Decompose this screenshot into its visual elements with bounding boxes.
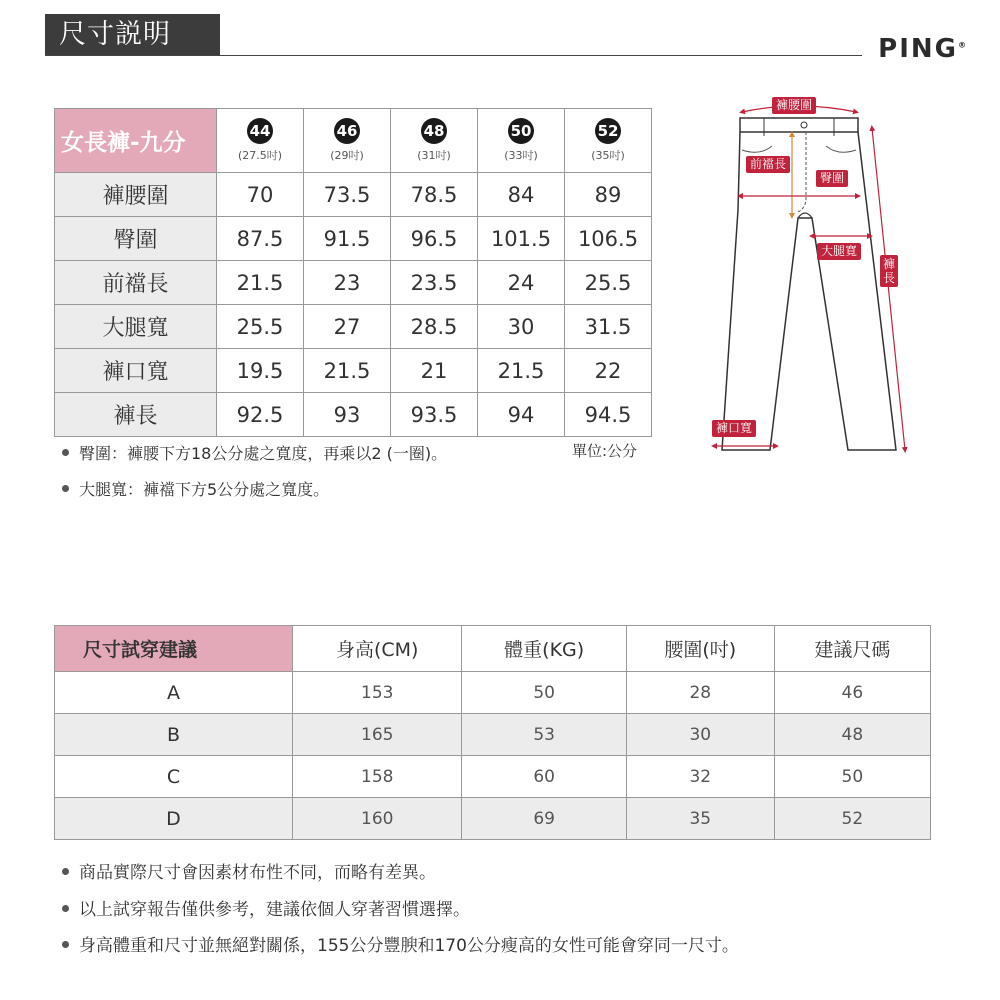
- footer-note-1: 商品實際尺寸會因素材布性不同，而略有差異。: [62, 858, 436, 883]
- header-divider: [45, 55, 862, 56]
- table-cell: 89: [565, 173, 652, 217]
- table-cell: 23: [304, 261, 391, 305]
- footer-note-2: 以上試穿報告僅供參考，建議依個人穿著習慣選擇。: [62, 895, 470, 920]
- table-cell: 21.5: [304, 349, 391, 393]
- table-cell: 101.5: [478, 217, 565, 261]
- table-cell: 21: [391, 349, 478, 393]
- unit-label: 單位:公分: [572, 442, 638, 460]
- table-cell: 24: [478, 261, 565, 305]
- bullet-icon: [62, 449, 69, 456]
- table-cell: 70: [217, 173, 304, 217]
- table-cell: 35: [626, 798, 774, 840]
- diagram-label-hem: 褲口寬: [712, 420, 756, 437]
- table-cell: 23.5: [391, 261, 478, 305]
- size-badge: 44: [247, 118, 273, 144]
- table-cell: 160: [293, 798, 462, 840]
- row-label: 大腿寬: [55, 305, 217, 349]
- table-cell: 84: [478, 173, 565, 217]
- table-cell: 93: [304, 393, 391, 437]
- table-cell: 19.5: [217, 349, 304, 393]
- size-col-46: [304, 109, 391, 173]
- size-table-title: 女長褲-九分: [55, 109, 217, 173]
- size-badge: 50: [508, 118, 534, 144]
- row-label: A: [55, 672, 293, 714]
- table-cell: 73.5: [304, 173, 391, 217]
- table-cell: 93.5: [391, 393, 478, 437]
- size-badge: 46: [334, 118, 360, 144]
- table-cell: 69: [462, 798, 626, 840]
- size-row-rise: [55, 261, 652, 305]
- row-label: 前襠長: [55, 261, 217, 305]
- size-badge: 52: [595, 118, 621, 144]
- fit-row-a: [55, 672, 931, 714]
- table-cell: 94.5: [565, 393, 652, 437]
- bullet-icon: [62, 485, 69, 492]
- size-note-thigh: 大腿寬：褲襠下方5公分處之寬度。: [62, 477, 329, 500]
- table-cell: 53: [462, 714, 626, 756]
- table-cell: 106.5: [565, 217, 652, 261]
- table-cell: 50: [774, 756, 930, 798]
- table-cell: 30: [626, 714, 774, 756]
- fit-header-weight: 體重(KG): [462, 626, 626, 672]
- size-header-row: [55, 109, 652, 173]
- table-cell: 94: [478, 393, 565, 437]
- table-cell: 91.5: [304, 217, 391, 261]
- table-cell: 60: [462, 756, 626, 798]
- table-cell: 78.5: [391, 173, 478, 217]
- table-cell: 92.5: [217, 393, 304, 437]
- page-title: 尺寸説明: [45, 14, 220, 56]
- fit-row-b: [55, 714, 931, 756]
- table-cell: 32: [626, 756, 774, 798]
- brand-logo: PING®: [878, 34, 966, 64]
- row-label: 褲腰圍: [55, 173, 217, 217]
- fit-header-size: 建議尺碼: [774, 626, 930, 672]
- fit-header-row: [55, 626, 931, 672]
- size-inch: (31吋): [417, 149, 451, 162]
- bullet-icon: [62, 941, 69, 948]
- fit-table-title: 尺寸試穿建議: [55, 626, 293, 672]
- table-cell: 165: [293, 714, 462, 756]
- size-col-52: [565, 109, 652, 173]
- row-label: D: [55, 798, 293, 840]
- fit-row-d: [55, 798, 931, 840]
- size-row-length: [55, 393, 652, 437]
- table-cell: 27: [304, 305, 391, 349]
- table-cell: 28.5: [391, 305, 478, 349]
- size-col-48: [391, 109, 478, 173]
- table-cell: 153: [293, 672, 462, 714]
- size-inch: (29吋): [330, 149, 364, 162]
- table-cell: 158: [293, 756, 462, 798]
- size-inch: (33吋): [504, 149, 538, 162]
- table-cell: 21.5: [478, 349, 565, 393]
- diagram-label-length: 褲長: [880, 255, 898, 287]
- size-inch: (27.5吋): [237, 149, 283, 162]
- diagram-label-thigh: 大腿寬: [817, 243, 861, 260]
- table-cell: 31.5: [565, 305, 652, 349]
- size-note-hip: 臀圍：褲腰下方18公分處之寬度，再乘以2 (一圈)。: [62, 441, 447, 464]
- size-col-44: [217, 109, 304, 173]
- bullet-icon: [62, 868, 69, 875]
- size-row-hem: [55, 349, 652, 393]
- table-cell: 52: [774, 798, 930, 840]
- row-label: 臀圍: [55, 217, 217, 261]
- size-row-hip: [55, 217, 652, 261]
- table-cell: 25.5: [217, 305, 304, 349]
- diagram-label-hip: 臀圍: [816, 170, 848, 187]
- row-label: 褲口寬: [55, 349, 217, 393]
- fit-table: [54, 625, 931, 840]
- table-cell: 87.5: [217, 217, 304, 261]
- table-cell: 96.5: [391, 217, 478, 261]
- bullet-icon: [62, 905, 69, 912]
- size-badge: 48: [421, 118, 447, 144]
- table-cell: 48: [774, 714, 930, 756]
- diagram-label-waist: 褲腰圍: [772, 97, 816, 114]
- row-label: 褲長: [55, 393, 217, 437]
- fit-header-height: 身高(CM): [293, 626, 462, 672]
- table-cell: 30: [478, 305, 565, 349]
- size-table: [54, 108, 652, 437]
- table-cell: 22: [565, 349, 652, 393]
- table-cell: 21.5: [217, 261, 304, 305]
- size-row-thigh: [55, 305, 652, 349]
- row-label: B: [55, 714, 293, 756]
- row-label: C: [55, 756, 293, 798]
- size-inch: (35吋): [591, 149, 625, 162]
- table-cell: 25.5: [565, 261, 652, 305]
- table-cell: 50: [462, 672, 626, 714]
- pants-diagram: [700, 90, 920, 470]
- fit-header-waist: 腰圍(吋): [626, 626, 774, 672]
- footer-note-3: 身高體重和尺寸並無絕對關係，155公分豐腴和170公分瘦高的女性可能會穿同一尺寸。: [62, 931, 739, 956]
- size-row-waist: [55, 173, 652, 217]
- diagram-label-rise: 前襠長: [746, 156, 790, 173]
- table-cell: 46: [774, 672, 930, 714]
- table-cell: 28: [626, 672, 774, 714]
- size-col-50: [478, 109, 565, 173]
- fit-row-c: [55, 756, 931, 798]
